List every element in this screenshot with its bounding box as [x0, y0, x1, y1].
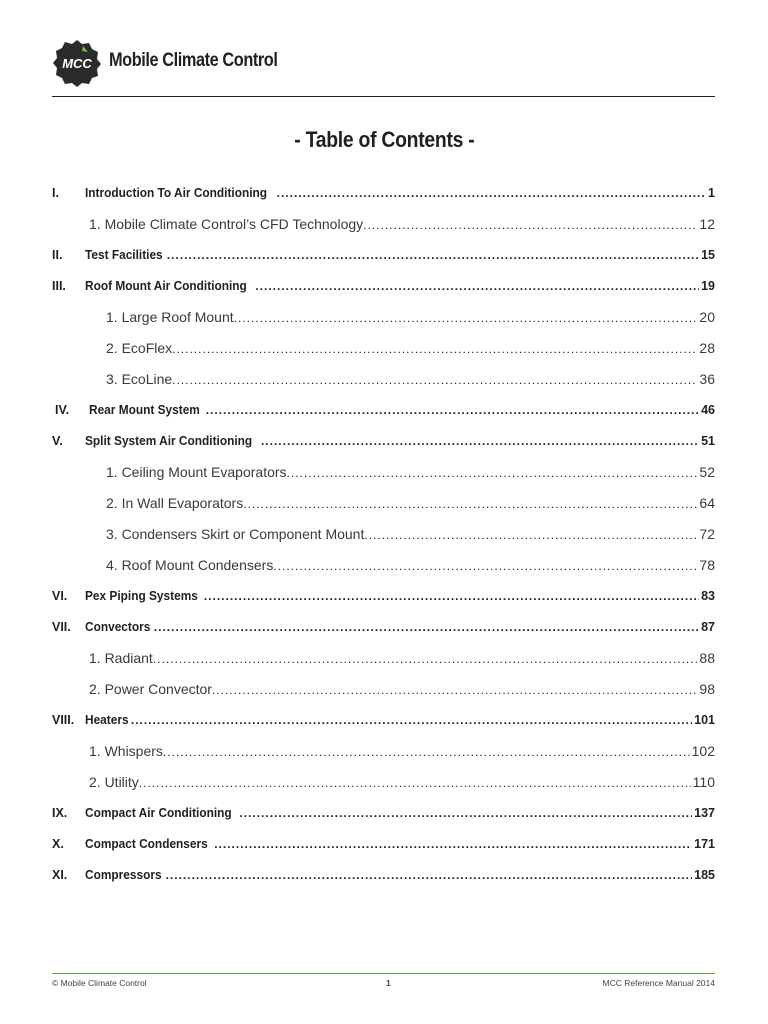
toc-subsection-entry[interactable]: [89, 678, 715, 700]
footer-copyright: © Mobile Climate Control: [52, 978, 147, 988]
toc-subsection-entry[interactable]: [106, 554, 715, 576]
dot-leader: [163, 741, 690, 762]
toc-subsection-entry[interactable]: [89, 771, 715, 793]
toc-entry-label: 2. In Wall Evaporators: [106, 492, 243, 514]
toc-section-number: XI.: [52, 868, 68, 882]
toc-section-entry[interactable]: [85, 585, 715, 607]
dot-leader: [212, 679, 697, 700]
page-title: [0, 127, 768, 153]
toc-subsection-entry[interactable]: [89, 647, 715, 669]
toc-entry-label: 1. Ceiling Mount Evaporators: [106, 461, 287, 483]
toc-entry-label: 2. Power Convector: [89, 678, 212, 700]
dot-leader: [206, 399, 699, 421]
toc-entry-label: Compact Condensers: [85, 833, 208, 855]
dot-leader: [139, 772, 691, 793]
toc-section-number: VI.: [52, 589, 68, 603]
dot-leader: [153, 648, 698, 669]
toc-entry-label: 1. Large Roof Mount: [106, 306, 234, 328]
toc-subsection-entry[interactable]: [89, 740, 715, 762]
toc-page-number: 98: [697, 678, 715, 700]
page-title-text: - Table of Contents -: [293, 127, 475, 152]
footer-manual-title: MCC Reference Manual 2014: [602, 978, 715, 988]
toc-subsection-entry[interactable]: [106, 523, 715, 545]
dot-leader: [131, 709, 692, 731]
toc-section-number: X.: [52, 837, 64, 851]
toc-section-number: I.: [52, 186, 59, 200]
toc-subsection-entry[interactable]: [106, 492, 715, 514]
toc-subsection-entry[interactable]: [89, 213, 715, 235]
toc-page-number: 88: [697, 647, 715, 669]
toc-page-number: 83: [699, 585, 715, 607]
toc-subsection-entry[interactable]: [106, 306, 715, 328]
toc-page-number: 1: [706, 182, 715, 204]
toc-section-number: VII.: [52, 620, 71, 634]
footer-divider: [52, 973, 715, 974]
dot-leader: [243, 493, 697, 514]
toc-entry-label: Compact Air Conditioning: [85, 802, 232, 824]
header: [52, 36, 716, 90]
toc-page-number: 78: [697, 554, 715, 576]
toc-section-entry[interactable]: [85, 275, 715, 297]
toc-section-number: V.: [52, 434, 63, 448]
toc-entry-label: 1. Radiant: [89, 647, 153, 669]
dot-leader: [239, 802, 692, 824]
dot-leader: [363, 214, 697, 235]
toc-subsection-entry[interactable]: [106, 337, 715, 359]
toc-entry-label: Compressors: [85, 864, 162, 886]
toc-entry-label: 4. Roof Mount Condensers: [106, 554, 273, 576]
toc-page-number: 28: [697, 337, 715, 359]
dot-leader: [261, 430, 699, 452]
dot-leader: [172, 338, 697, 359]
toc-section-entry[interactable]: [85, 616, 715, 638]
toc-section-entry[interactable]: [85, 833, 715, 855]
toc-page-number: 87: [699, 616, 715, 638]
toc-page-number: 72: [697, 523, 715, 545]
dot-leader: [204, 585, 699, 607]
dot-leader: [234, 307, 698, 328]
dot-leader: [364, 524, 697, 545]
toc-page-number: 15: [699, 244, 715, 266]
toc-page-number: 36: [697, 368, 715, 390]
toc-page-number: 110: [691, 771, 715, 793]
toc-page-number: 185: [692, 864, 715, 886]
toc-entry-label: 3. Condensers Skirt or Component Mount: [106, 523, 364, 545]
dot-leader: [287, 462, 698, 483]
toc-entry-label: Rear Mount System: [89, 399, 200, 421]
toc-page-number: 20: [697, 306, 715, 328]
toc-section-entry[interactable]: [85, 430, 715, 452]
dot-leader: [172, 369, 697, 390]
toc-entry-label: 1. Whispers: [89, 740, 163, 762]
logo-text: MCC: [62, 56, 92, 71]
toc-entry-label: Split System Air Conditioning: [85, 430, 252, 452]
toc-page-number: 19: [699, 275, 715, 297]
toc-section-number: VIII.: [52, 713, 75, 727]
toc-page-number: 102: [690, 740, 715, 762]
toc-page-number: 171: [692, 833, 715, 855]
toc-page-number: 52: [697, 461, 715, 483]
toc-entry-label: Roof Mount Air Conditioning: [85, 275, 247, 297]
mcc-logo-icon: [52, 38, 102, 88]
toc-section-entry[interactable]: [85, 182, 715, 204]
toc-section-entry[interactable]: [85, 709, 715, 731]
dot-leader: [167, 244, 699, 266]
header-divider: [52, 96, 715, 97]
toc-entry-label: 2. EcoFlex: [106, 337, 172, 359]
toc-section-number: III.: [52, 279, 66, 293]
dot-leader: [273, 555, 697, 576]
toc-page-number: 12: [697, 213, 715, 235]
toc-section-number: IX.: [52, 806, 68, 820]
toc-entry-label: Heaters: [85, 709, 129, 731]
dot-leader: [214, 833, 692, 855]
brand-name: Mobile Climate Control: [109, 50, 278, 71]
dot-leader: [277, 182, 706, 204]
toc-page-number: 46: [699, 399, 715, 421]
toc-page-number: 101: [692, 709, 715, 731]
dot-leader: [166, 864, 693, 886]
toc-entry-label: Convectors: [85, 616, 150, 638]
dot-leader: [255, 275, 699, 297]
toc-entry-label: Introduction To Air Conditioning: [85, 182, 267, 204]
toc-entry-label: Pex Piping Systems: [85, 585, 198, 607]
toc-subsection-entry[interactable]: [106, 461, 715, 483]
toc-page-number: 51: [699, 430, 715, 452]
toc-entry-label: 1. Mobile Climate Control’s CFD Technology: [89, 213, 363, 235]
toc-section-entry[interactable]: [85, 864, 715, 886]
dot-leader: [154, 616, 699, 638]
toc-section-entry[interactable]: [89, 399, 715, 421]
toc-entry-label: 2. Utility: [89, 771, 139, 793]
toc-page-number: 137: [692, 802, 715, 824]
toc-subsection-entry[interactable]: [106, 368, 715, 390]
toc-entry-label: 3. EcoLine: [106, 368, 172, 390]
toc-section-entry[interactable]: [85, 802, 715, 824]
footer-page-number: 1: [386, 978, 391, 988]
toc-entry-label: Test Facilities: [85, 244, 163, 266]
toc-page-number: 64: [697, 492, 715, 514]
toc-section-entry[interactable]: [85, 244, 715, 266]
toc-section-number: IV.: [55, 403, 70, 417]
toc-section-number: II.: [52, 248, 63, 262]
